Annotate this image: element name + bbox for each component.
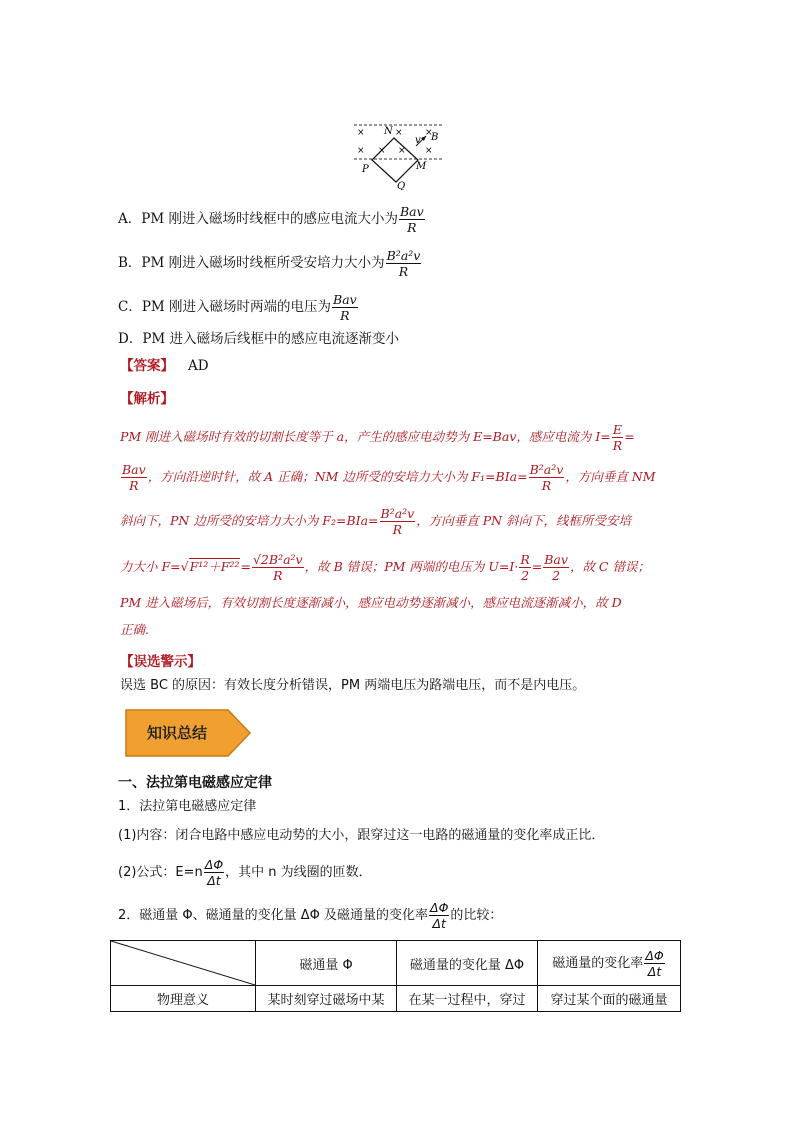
fraction [529, 462, 565, 493]
table-header-cell: 磁通量 Φ [256, 941, 397, 986]
field-cross: × [398, 146, 406, 156]
fraction-denominator: R [340, 308, 350, 323]
field-cross: × [425, 128, 433, 138]
summary-item-1: 1．法拉第电磁感应定律 [118, 799, 257, 814]
item-text: 2．磁通量 Φ、磁通量的变化量 ΔΦ 及磁通量的变化率 [118, 908, 429, 923]
table-cell: 物理意义 [111, 986, 256, 1012]
analysis-line-5: PM 进入磁场后，有效切割长度逐渐减小，感应电动势逐渐减小，感应电流逐渐减小，故 D [120, 595, 622, 610]
summary-content: (1)内容：闭合电路中感应电动势的大小，跟穿过这一电路的磁通量的变化率成正比． [118, 828, 605, 843]
label-b: B [431, 132, 439, 143]
fraction-denominator: 2 [552, 568, 561, 583]
field-cross: × [357, 146, 365, 156]
analysis-text: = [531, 559, 543, 574]
analysis-text: ，故 C 错误； [569, 559, 650, 574]
formula-text: (2)公式：E=n [118, 865, 203, 880]
option-c-text: C．PM 刚进入磁场时两端的电压为 [118, 299, 332, 315]
analysis-text: PM 刚进入磁场时有效的切割长度等于 a，产生的感应电动势为 E=Bav，感应电流为 I= [120, 429, 611, 444]
fraction [644, 948, 664, 979]
fraction-denominator: R [407, 220, 417, 235]
analysis-line-4: 力大小 F=√F¹²＋F²²= $\frac{\text{√2B²a²v}}{R}$ ，故 B 错误；PM 两端的电压为 U=I· $\frac{R}{2}$ = $\frac{\text{Bav}}{2}$ ，故 C 错误； [120, 552, 650, 583]
fraction-denominator: Δt [207, 873, 221, 888]
field-cross: × [357, 128, 365, 138]
fraction-numerator: B²a²v [380, 506, 415, 521]
label-m: M [416, 161, 427, 172]
option-a [118, 204, 426, 235]
answer-value: AD [188, 358, 209, 374]
analysis-line-1 [120, 422, 635, 453]
knowledge-summary-badge [124, 708, 252, 758]
fraction-numerator: R [520, 552, 530, 567]
label-p: P [362, 164, 369, 175]
table-cell: 穿过某个面的磁通量 [538, 986, 681, 1012]
fraction [252, 552, 304, 583]
analysis-line-3 [120, 506, 631, 537]
option-a-text: A．PM 刚进入磁场时线框中的感应电流大小为 [118, 211, 398, 227]
analysis-line-6: 正确. [120, 622, 149, 637]
fraction-denominator: R [392, 522, 403, 537]
analysis-label: 【解析】 [120, 391, 174, 407]
analysis-text: ，故 B 错误；PM 两端的电压为 U=I· [304, 559, 519, 574]
table-corner-cell [111, 941, 256, 986]
analysis-line-2 [120, 462, 656, 493]
table-cell: 某时刻穿过磁场中某 [256, 986, 397, 1012]
fraction [543, 552, 569, 583]
warning-text: 误选 BC 的原因：有效长度分析错误，PM 两端电压为路端电压，而不是内电压。 [120, 678, 586, 693]
item-text: 的比较： [450, 908, 503, 923]
option-c [118, 292, 359, 323]
option-d: D．PM 进入磁场后线框中的感应电流逐渐变小 [118, 331, 400, 347]
table-row [111, 986, 681, 1012]
diagonal-line [111, 941, 255, 985]
field-cross: × [378, 146, 386, 156]
table-cell: 在某一过程中，穿过 [397, 986, 538, 1012]
answer-label: 【答案】 [120, 358, 174, 374]
fraction-numerator: E [612, 422, 623, 437]
comparison-table [110, 940, 681, 1012]
section-heading: 一、法拉第电磁感应定律 [118, 775, 272, 791]
fraction-denominator: R [398, 264, 409, 279]
fraction [380, 506, 416, 537]
option-b-text: B．PM 刚进入磁场时线框所受安培力大小为 [118, 255, 385, 271]
fraction-numerator: Bav [544, 552, 568, 567]
fraction-numerator: B²a²v [529, 462, 564, 477]
option-b [118, 248, 422, 279]
table-header-row [111, 941, 681, 986]
analysis-text: = [240, 559, 251, 574]
fraction-numerator: ΔΦ [645, 947, 664, 963]
fraction-numerator: Bav [399, 204, 424, 219]
label-v: v [415, 135, 421, 146]
analysis-text: ，方向沿逆时针，故 A 正确；NM 边所受的安培力大小为 F₁=BIa= [147, 469, 528, 484]
fraction-denominator: 2 [521, 568, 530, 583]
fraction-denominator: R [612, 438, 623, 453]
fraction [612, 422, 623, 453]
fraction [121, 462, 147, 493]
warning-label: 【误选警示】 [120, 654, 201, 670]
analysis-text: ，方向垂直 NM [565, 469, 656, 484]
fraction [429, 900, 449, 931]
fraction-numerator: ΔΦ [430, 900, 449, 915]
fraction-denominator: R [129, 478, 139, 493]
label-n: N [384, 126, 393, 137]
fraction-denominator: Δt [647, 963, 662, 979]
analysis-text: = [624, 429, 635, 444]
label-q: Q [397, 181, 406, 190]
fraction-numerator: B²a²v [386, 248, 421, 263]
fraction-numerator: √2B²a²v [252, 552, 303, 567]
square-root-content: F¹²＋F²² [189, 559, 240, 574]
formula-text: ，其中 n 为线圈的匝数． [225, 865, 372, 880]
option-b-fraction [386, 248, 422, 279]
fraction-denominator: R [273, 568, 283, 583]
fraction-denominator: R [541, 478, 552, 493]
square-coil [372, 138, 418, 182]
table-header-cell: 磁通量的变化量 ΔΦ [397, 941, 538, 986]
header-text: 磁通量的变化率 [552, 955, 644, 971]
field-cross: × [425, 146, 433, 156]
field-cross: × [395, 128, 403, 138]
fraction-numerator: Bav [333, 292, 357, 307]
badge-label: 知识总结 [146, 724, 207, 742]
fraction [204, 857, 224, 888]
fraction-denominator: Δt [432, 916, 446, 931]
answer [120, 356, 209, 376]
magnetic-field-diagram [348, 118, 448, 190]
table-header-cell [538, 941, 681, 986]
summary-formula [118, 857, 372, 888]
fraction-numerator: Bav [122, 462, 146, 477]
summary-item-2 [118, 900, 502, 931]
option-c-fraction [332, 292, 358, 323]
analysis-text: 斜向下，PN 边所受的安培力大小为 F₂=BIa= [120, 513, 379, 528]
option-a-fraction [399, 204, 425, 235]
fraction-numerator: ΔΦ [204, 857, 224, 872]
analysis-text: ，方向垂直 PN 斜向下，线框所受安培 [416, 513, 632, 528]
fraction [519, 552, 530, 583]
analysis-text: 力大小 F= [120, 559, 181, 574]
